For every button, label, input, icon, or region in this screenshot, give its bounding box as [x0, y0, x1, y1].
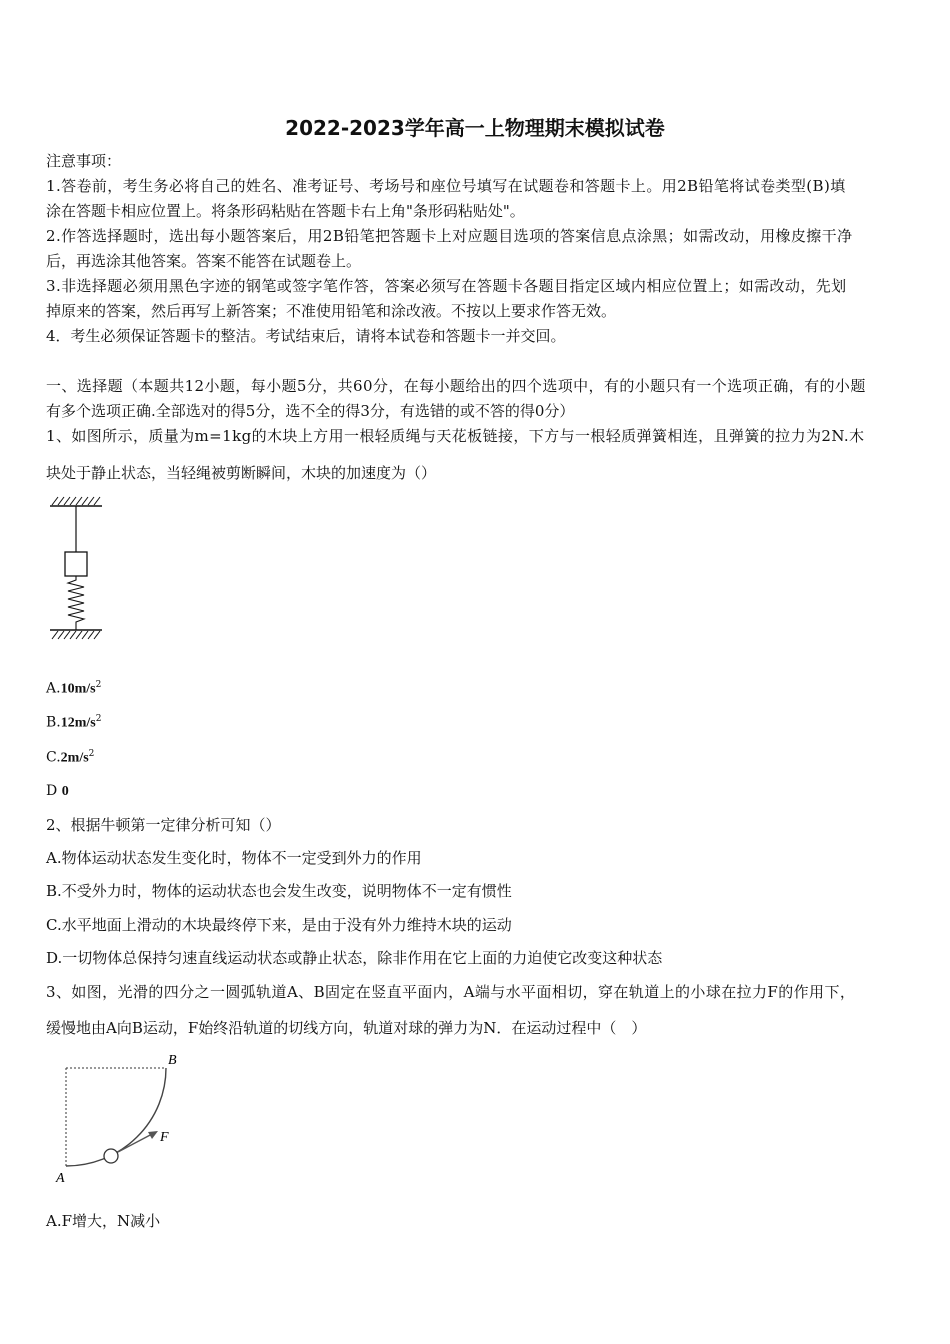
q2-option-b: B.不受外力时，物体的运动状态也会发生改变，说明物体不一定有惯性 [46, 882, 512, 900]
q1-option-b: $B.12m/s^2$ [46, 714, 102, 731]
section-heading: 有多个选项正确.全部选对的得5分，选不全的得3分，有选错的或不答的得0分） [46, 402, 575, 420]
notice-line: 2.作答选择题时，选出每小题答案后，用2B铅笔把答题卡上对应题目选项的答案信息点涂黑；如需改动，用橡皮擦干净 [46, 227, 853, 245]
question-1-stem: 1、如图所示，质量为m=1kg的木块上方用一根轻质绳与天花板链接，下方与一根轻质弹簧相连，且弹簧的拉力为2N.木 [46, 427, 865, 445]
force-f-label: F [160, 1130, 169, 1145]
q2-option-a: A.物体运动状态发生变化时，物体不一定受到外力的作用 [46, 849, 422, 867]
q2-option-c: C.水平地面上滑动的木块最终停下来，是由于没有外力维持木块的运动 [46, 916, 512, 934]
q2-option-d: D.一切物体总保持匀速直线运动状态或静止状态，除非作用在它上面的力迫使它改变这种状态 [46, 949, 663, 967]
question-1-stem: 块处于静止状态，当轻绳被剪断瞬间，木块的加速度为（） [46, 464, 437, 482]
arc-track-figure [46, 1046, 196, 1186]
notice-line: 4．考生必须保证答题卡的整洁。考试结束后，请将本试卷和答题卡一并交回。 [46, 327, 566, 345]
section-heading: 一、选择题（本题共12小题，每小题5分，共60分，在每小题给出的四个选项中，有的小题只有一个选项正确，有的小题 [46, 377, 866, 395]
question-2-stem: 2、根据牛顿第一定律分析可知（） [46, 816, 281, 834]
q3-option-a: A.F增大，N减小 [46, 1212, 161, 1230]
spring-block-figure [48, 494, 104, 642]
page-title: 2022-2023学年高一上物理期末模拟试卷 [285, 116, 665, 140]
point-a-label: A [56, 1171, 65, 1186]
notice-line: 3.非选择题必须用黑色字迹的钢笔或签字笔作答，答案必须写在答题卡各题目指定区域内相应位置上；如需改动，先划 [46, 277, 847, 295]
notice-line: 1.答卷前，考生务必将自己的姓名、准考证号、考场号和座位号填写在试题卷和答题卡上。用2B铅笔将试卷类型(B)填 [46, 177, 846, 195]
notice-line: 掉原来的答案，然后再写上新答案；不准使用铅笔和涂改液。不按以上要求作答无效。 [46, 302, 617, 320]
question-3-stem: 3、如图，光滑的四分之一圆弧轨道A、B固定在竖直平面内，A端与水平面相切，穿在轨道上的小球在拉力F的作用下， [46, 983, 856, 1001]
notice-heading: 注意事项： [46, 152, 122, 170]
question-3-stem: 缓慢地由A向B运动，F始终沿轨道的切线方向，轨道对球的弹力为N．在运动过程中（ ） [46, 1019, 647, 1037]
q1-option-d: D 0 [46, 783, 69, 799]
notice-line: 涂在答题卡相应位置上。将条形码粘贴在答题卡右上角"条形码粘贴处"。 [46, 202, 525, 220]
q1-option-c: $C.2m/s^2$ [46, 749, 95, 766]
point-b-label: B [168, 1053, 177, 1068]
q1-option-a: $A.10m/s^2$ [46, 680, 102, 697]
notice-line: 后，再选涂其他答案。答案不能答在试题卷上。 [46, 252, 362, 270]
